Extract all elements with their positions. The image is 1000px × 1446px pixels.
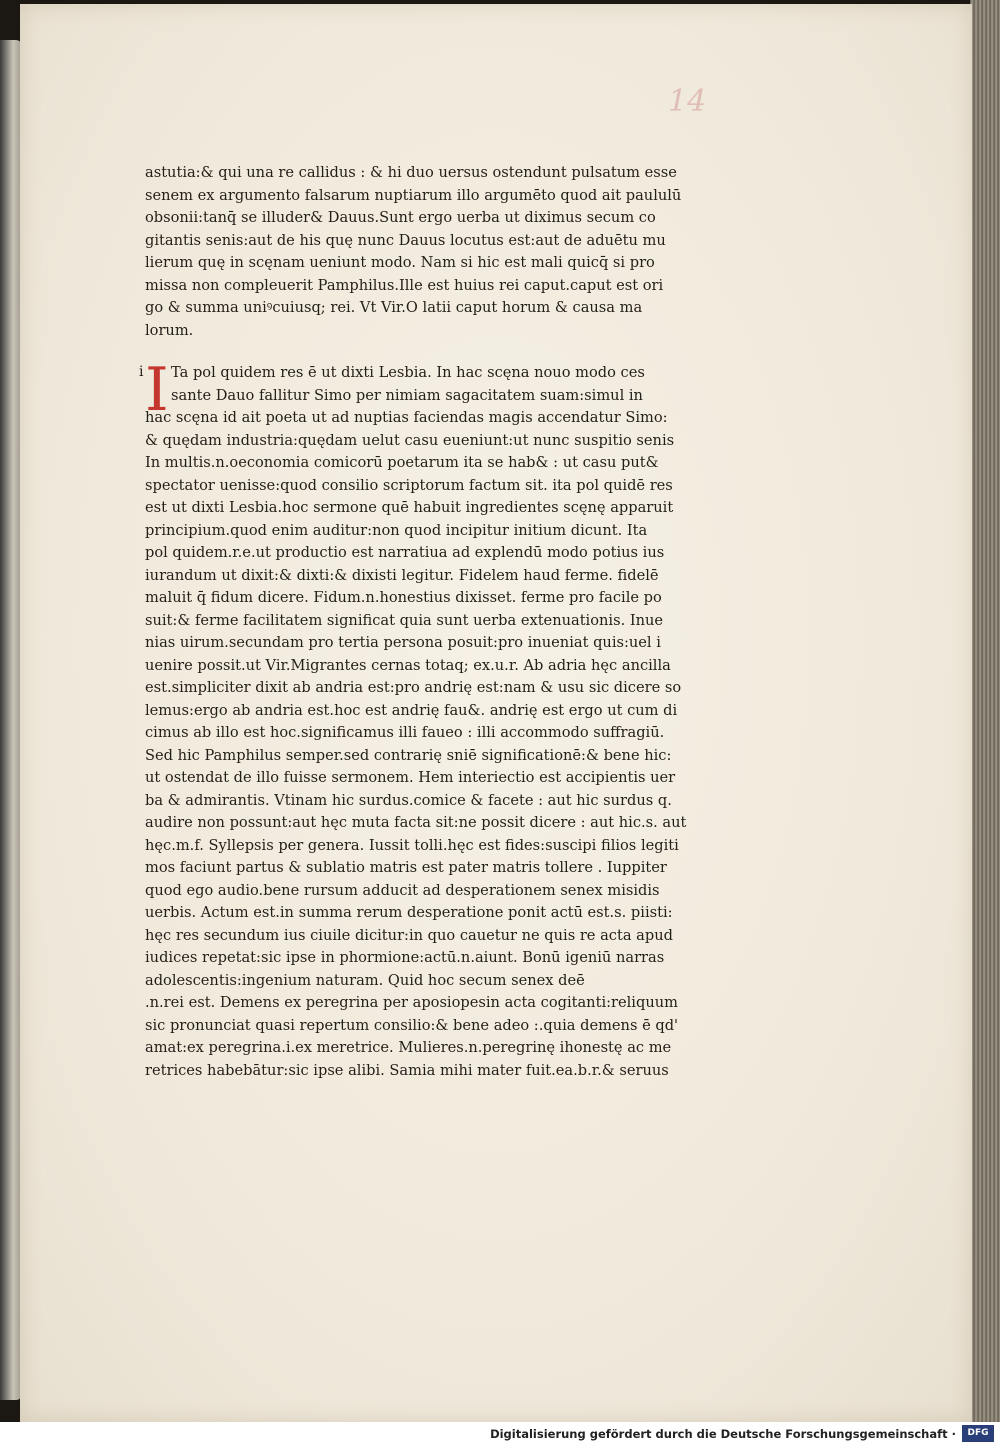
text-line: Sed hic Pamphilus semper.sed contrarię sniē significationē:& bene hic: <box>145 746 672 764</box>
text-line: quod ego audio.bene rursum adducit ad desperationem senex misidis <box>145 881 660 899</box>
text-line: missa non compleuerit Pamphilus.Ille est huius rei caput.caput est ori <box>145 276 664 294</box>
text-line: cimus ab illo est hoc.significamus illi faueo : illi accommodo suffragiū. <box>145 724 665 741</box>
commentary-text-block <box>139 162 715 1082</box>
text-line: sante Dauo fallitur Simo per nimiam sagacitatem suam:simul in <box>171 386 643 404</box>
rubricated-initial: I <box>145 355 169 425</box>
text-line: hęc.m.f. Syllepsis per genera. Iussit tolli.hęc est fides:suscipi filios legiti <box>145 836 679 854</box>
text-line: In multis.n.oeconomia comicorū poetarum ita se hab& : ut casu put& <box>145 454 659 471</box>
book-fore-edge <box>970 0 1000 1422</box>
text-line: uerbis. Actum est.in summa rerum desperatione ponit actū est.s. piisti: <box>145 904 673 921</box>
text-line: lorum. <box>145 321 194 339</box>
text-line: ut ostendat de illo fuisse sermonem. Hem interiectio est accipientis uer <box>145 769 676 786</box>
text-line: mos faciunt partus & sublatio matris est pater matris tollere . Iuppiter <box>145 859 667 876</box>
text-line: audire non possunt:aut hęc muta facta sit:ne possit dicere : aut hic.s. aut <box>145 814 687 831</box>
text-line: iurandum ut dixit:& dixti:& dixisti legitur. Fidelem haud ferme. fidelē <box>145 566 659 584</box>
text-line: uenire possit.ut Vir.Migrantes cernas totaq; ex.u.r. Ab adria hęc ancilla <box>145 656 671 674</box>
text-line: suit:& ferme facilitatem significat quia sunt uerba extenuationis. Inue <box>145 611 664 629</box>
text-line: iudices repetat:sic ipse in phormione:actū.n.aiunt. Bonū igeniū narras <box>145 949 665 966</box>
text-line: est ut dixti Lesbia.hoc sermone quē habuit ingredientes scęnę apparuit <box>145 499 674 516</box>
first-paragraph <box>145 162 715 342</box>
text-line: amat:ex peregrina.i.ex meretrice. Mulieres.n.peregrinę ihonestę ac me <box>145 1039 672 1056</box>
second-paragraph <box>139 355 715 1082</box>
text-line: pol quidem.r.e.ut productio est narratiua ad explendū modo potius ius <box>145 544 665 561</box>
dfg-logo: DFG <box>962 1425 994 1442</box>
text-line: principium.quod enim auditur:non quod incipitur initium dicunt. Ita <box>145 521 648 539</box>
text-line: Ta pol quidem res ē ut dixti Lesbia. In hac scęna nouo modo ces <box>171 364 645 381</box>
text-line: senem ex argumento falsarum nuptiarum illo argumēto quod ait paululū <box>145 186 682 204</box>
text-line: est.simpliciter dixit ab andria est:pro andrię est:nam & usu sic dicere so <box>145 679 682 696</box>
text-line: gitantis senis:aut de his quę nunc Dauus locutus est:aut de aduētu mu <box>145 231 666 249</box>
text-line: sic pronunciat quasi repertum consilio:& bene adeo :.quia demens ē qd' <box>145 1016 679 1034</box>
folio-mark: 14 <box>668 84 707 119</box>
adjacent-page-edge <box>0 40 22 1400</box>
text-line: nias uirum.secundam pro tertia persona posuit:pro inueniat quis:uel i <box>145 634 661 651</box>
text-line: lierum quę in scęnam ueniunt modo. Nam si hic est mali quicq̄ si pro <box>145 254 655 271</box>
text-line: .n.rei est. Demens ex peregrina per aposiopesin acta cogitanti:reliquum <box>145 994 678 1011</box>
text-line: spectator uenisse:quod consilio scriptorum factum sit. ita pol quidē res <box>145 476 673 494</box>
text-line: & quędam industria:quędam uelut casu eueniunt:ut nunc suspitio senis <box>145 431 675 449</box>
text-line: obsonii:tanq̄ se illuder& Dauus.Sunt ergo uerba ut diximus secum co <box>145 209 656 226</box>
funding-notice: Digitalisierung gefördert durch die Deutsche Forschungsgemeinschaft · <box>490 1427 956 1441</box>
digitization-footer <box>0 1422 1000 1446</box>
text-line: hac scęna id ait poeta ut ad nuptias faciendas magis accendatur Simo: <box>145 409 668 426</box>
guide-letter: i <box>139 364 144 380</box>
text-line: lemus:ergo ab andria est.hoc est andrię fau&. andrię est ergo ut cum di <box>145 701 678 719</box>
text-line: ba & admirantis. Vtinam hic surdus.comice & facete : aut hic surdus q. <box>145 791 672 809</box>
text-line: hęc res secundum ius ciuile dicitur:in quo cauetur ne quis re acta apud <box>145 926 673 944</box>
text-line: go & summa uniꝰcuiusq; rei. Vt Vir.O latii caput horum & causa ma <box>145 299 643 316</box>
text-line: retrices habebātur:sic ipse alibi. Samia mihi mater fuit.ea.b.r.& seruus <box>145 1061 669 1079</box>
paragraph-gap <box>145 342 715 362</box>
text-line: adolescentis:ingenium naturam. Quid hoc secum senex deē <box>145 971 585 989</box>
text-line: astutia:& qui una re callidus : & hi duo uersus ostendunt pulsatum esse <box>145 164 677 181</box>
text-line: maluit q̄ fidum dicere. Fidum.n.honestius dixisset. ferme pro facile po <box>145 589 662 606</box>
